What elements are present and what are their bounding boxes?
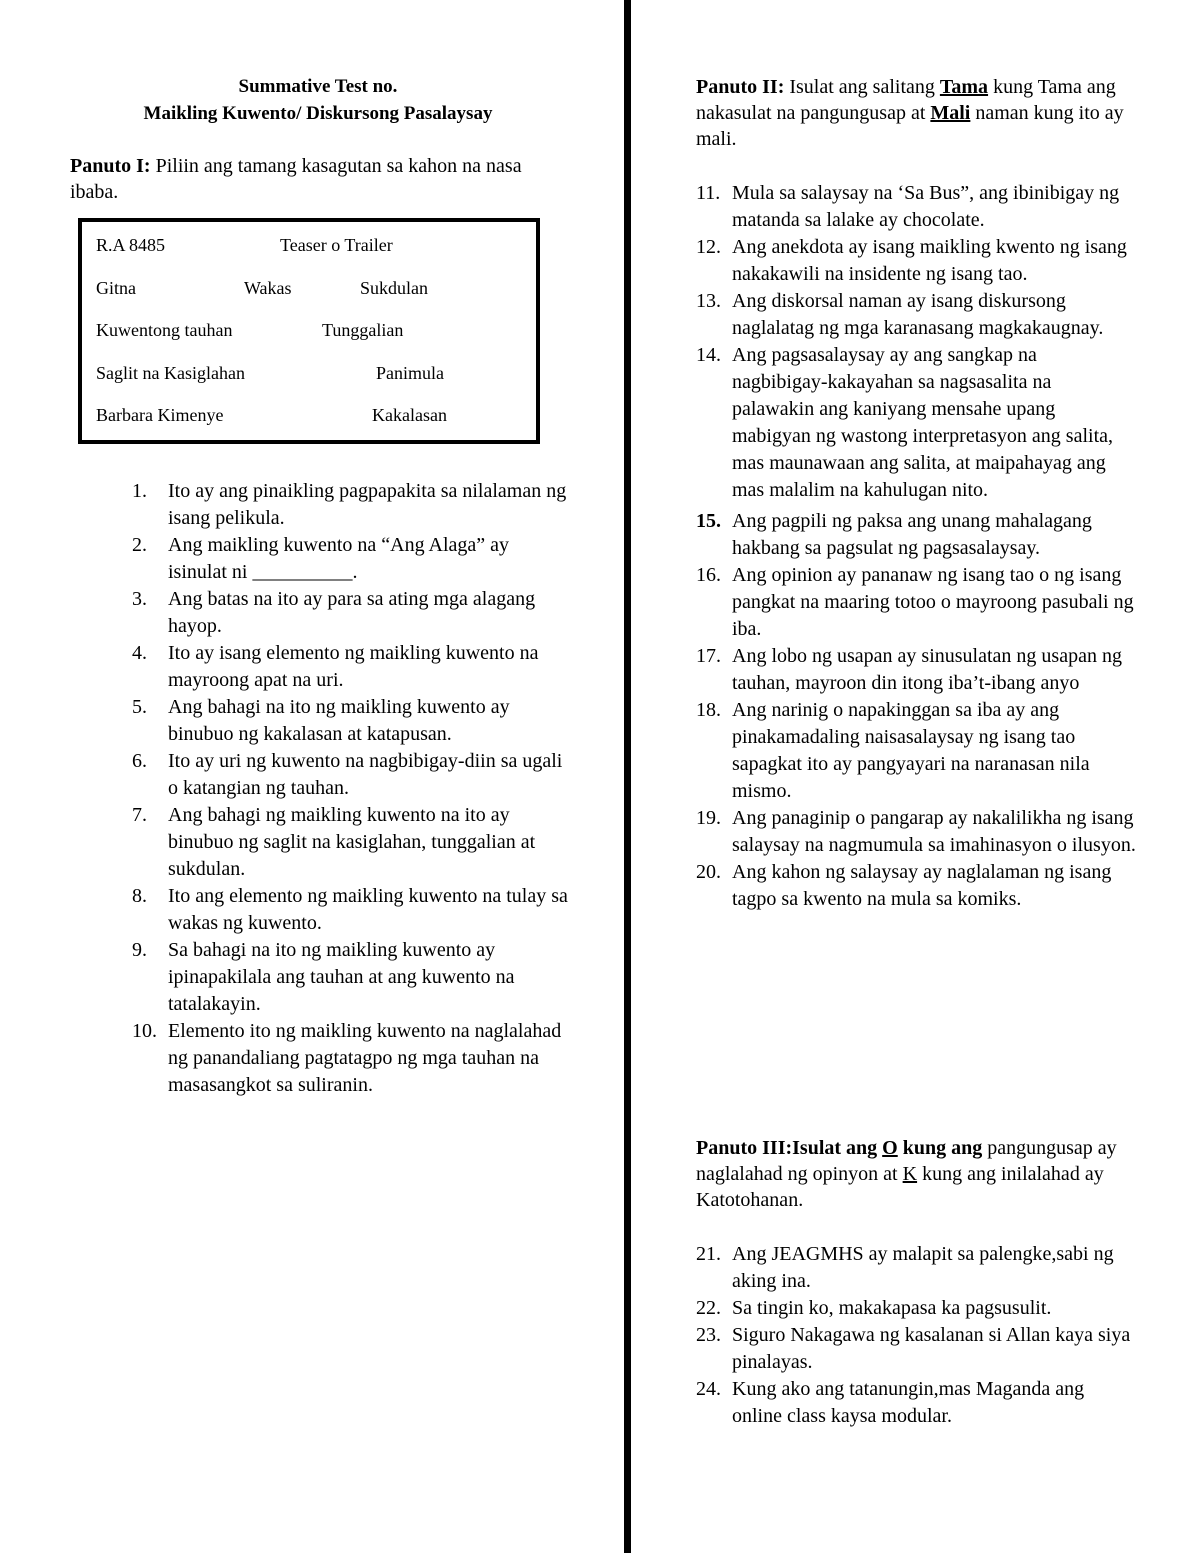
choice-item: Tunggalian: [322, 320, 404, 340]
item-number: 1.: [132, 480, 147, 502]
item-number: 2.: [132, 534, 147, 556]
panuto-2-tama: Tama: [939, 76, 989, 98]
panuto-2: [696, 74, 1136, 152]
panuto-3-text-4: kung ang inilalahad ay Katotohanan.: [696, 1163, 1104, 1211]
item-number: 12.: [696, 236, 721, 258]
title-line-2: Maikling Kuwento/ Diskursong Pasalaysay: [143, 103, 493, 124]
choices-box: [78, 218, 540, 444]
list-item: [132, 748, 572, 802]
list-item: [696, 1376, 1136, 1430]
item-text: Ang batas na ito ay para sa ating mga alagang hayop.: [168, 588, 536, 637]
list-item: [696, 508, 1136, 562]
item-number: 15.: [696, 510, 721, 532]
item-number: 11.: [696, 182, 721, 204]
item-text: Sa tingin ko, makakapasa ka pagsusulit.: [732, 1297, 1052, 1319]
item-text: Ang diskorsal naman ay isang diskursong naglalatag ng mga karanasang magkakaugnay.: [732, 290, 1104, 339]
item-text: Ang maikling kuwento na “Ang Alaga” ay isinulat ni __________.: [168, 534, 510, 583]
list-item: [696, 288, 1136, 342]
item-number: 5.: [132, 696, 147, 718]
choice-item: Teaser o Trailer: [280, 235, 393, 255]
part-1-questions: [132, 478, 572, 1099]
item-number: 7.: [132, 804, 147, 826]
choice-item: Kakalasan: [372, 405, 447, 425]
list-item: [696, 643, 1136, 697]
list-item: [696, 342, 1136, 504]
item-text: Ang bahagi na ito ng maikling kuwento ay binubuo ng kakalasan at katapusan.: [168, 696, 510, 745]
panuto-3-text-3: pangungusap ay naglalahad ng opinyon at: [696, 1137, 1117, 1185]
panuto-3-text-1: Isulat ang: [792, 1137, 878, 1159]
list-item: [696, 1322, 1136, 1376]
choice-item: Gitna: [96, 278, 136, 298]
choice-item: Barbara Kimenye: [96, 405, 224, 425]
item-text: Mula sa salaysay na ‘Sa Bus”, ang ibinibigay ng matanda sa lalake ay chocolate.: [732, 182, 1120, 231]
item-number: 13.: [696, 290, 721, 312]
item-text: Ang bahagi ng maikling kuwento na ito ay binubuo ng saglit na kasiglahan, tunggalian at sukdulan.: [168, 804, 536, 880]
item-text: Siguro Nakagawa ng kasalanan si Allan kaya siya pinalayas.: [732, 1324, 1131, 1373]
list-item: [132, 802, 572, 883]
item-number: 3.: [132, 588, 147, 610]
item-text: Ang panaginip o pangarap ay nakalilikha ng isang salaysay na nagmumula sa imahinasyon o ilusyon.: [732, 807, 1136, 856]
list-item: [132, 478, 572, 532]
column-divider: [624, 0, 631, 1553]
item-text: Ang JEAGMHS ay malapit sa palengke,sabi ng aking ina.: [732, 1243, 1114, 1292]
item-number: 24.: [696, 1378, 721, 1400]
title-line-1: Summative Test no.: [238, 76, 398, 97]
list-item: [132, 640, 572, 694]
choice-item: Sukdulan: [360, 278, 429, 298]
panuto-3-o: O: [882, 1137, 898, 1159]
list-item: [696, 697, 1136, 805]
panuto-3-text-2: kung ang: [902, 1137, 983, 1159]
panuto-1-label: Panuto I:: [70, 155, 151, 177]
panuto-2-text-3: naman kung ito ay mali.: [696, 102, 1124, 150]
item-text: Kung ako ang tatanungin,mas Maganda ang online class kaysa modular.: [732, 1378, 1085, 1427]
list-item: [132, 883, 572, 937]
choice-item: Wakas: [244, 278, 292, 298]
item-text: Elemento ito ng maikling kuwento na naglalahad ng panandaliang pagtatagpo ng mga tauhan na masasangkot sa suliranin.: [168, 1020, 562, 1096]
panuto-2-mali: Mali: [930, 102, 971, 124]
item-number: 19.: [696, 807, 721, 829]
item-text: Ang narinig o napakinggan sa iba ay ang pinakamadaling naisasalaysay ng isang tao sapagkat ito ay pangyayari na naranasan nila mismo.: [732, 699, 1090, 802]
item-text: Ang pagsasalaysay ay ang sangkap na nagbibigay-kakayahan sa nagsasalita na palawakin ang kaniyang mensahe upang mabigyan ng wastong interpretasyon ang salita, mas maunawaan ang salita, at maipahayag ang mas malalim na kahulugan nito.: [732, 344, 1114, 501]
item-text: Ang lobo ng usapan ay sinusulatan ng usapan ng tauhan, mayroon din itong iba’t-ibang anyo: [732, 645, 1122, 694]
item-number: 6.: [132, 750, 147, 772]
part-2-questions: [696, 180, 1136, 913]
item-number: 8.: [132, 885, 147, 907]
panuto-3: [696, 1135, 1136, 1213]
item-number: 9.: [132, 939, 147, 961]
item-number: 16.: [696, 564, 721, 586]
list-item: [696, 1295, 1136, 1322]
item-number: 4.: [132, 642, 147, 664]
panuto-3-label: Panuto III:: [696, 1137, 793, 1159]
list-item: [132, 532, 572, 586]
item-number: 21.: [696, 1243, 721, 1265]
item-text: Ito ang elemento ng maikling kuwento na tulay sa wakas ng kuwento.: [168, 885, 568, 934]
part-3-questions: [696, 1241, 1136, 1430]
item-text: Ito ay ang pinaikling pagpapakita sa nilalaman ng isang pelikula.: [168, 480, 567, 529]
list-item: [696, 180, 1136, 234]
item-text: Ang anekdota ay isang maikling kwento ng isang nakakawili na insidente ng isang tao.: [732, 236, 1127, 285]
item-number: 23.: [696, 1324, 721, 1346]
choice-item: Kuwentong tauhan: [96, 320, 233, 340]
panuto-2-text-2: kung Tama ang nakasulat na pangungusap at: [696, 76, 1116, 124]
panuto-1-text: Piliin ang tamang kasagutan sa kahon na nasa ibaba.: [70, 155, 522, 203]
list-item: [696, 859, 1136, 913]
item-number: 22.: [696, 1297, 721, 1319]
item-number: 17.: [696, 645, 721, 667]
panuto-2-label: Panuto II:: [696, 76, 785, 98]
item-number: 20.: [696, 861, 721, 883]
choice-item: R.A 8485: [96, 235, 166, 255]
list-item: [696, 562, 1136, 643]
list-item: [132, 1018, 572, 1099]
item-text: Ang opinion ay pananaw ng isang tao o ng isang pangkat na maaring totoo o mayroong pasubali ng iba.: [732, 564, 1134, 640]
item-text: Ito ay isang elemento ng maikling kuwento na mayroong apat na uri.: [168, 642, 539, 691]
panuto-2-text-1: Isulat ang salitang: [789, 76, 935, 98]
list-item: [696, 805, 1136, 859]
item-text: Ito ay uri ng kuwento na nagbibigay-diin sa ugali o katangian ng tauhan.: [168, 750, 563, 799]
list-item: [696, 1241, 1136, 1295]
page-title: [70, 73, 566, 127]
list-item: [132, 694, 572, 748]
item-number: 18.: [696, 699, 721, 721]
item-number: 10.: [132, 1020, 157, 1042]
list-item: [696, 234, 1136, 288]
item-number: 14.: [696, 344, 721, 366]
item-text: Ang pagpili ng paksa ang unang mahalagang hakbang sa pagsulat ng pagsasalaysay.: [732, 510, 1092, 559]
item-text: Ang kahon ng salaysay ay naglalaman ng isang tagpo sa kwento na mula sa komiks.: [732, 861, 1112, 910]
panuto-3-k: K: [902, 1163, 918, 1185]
choice-item: Saglit na Kasiglahan: [96, 363, 245, 383]
list-item: [132, 586, 572, 640]
choice-item: Panimula: [376, 363, 444, 383]
panuto-1: [70, 153, 570, 205]
list-item: [132, 937, 572, 1018]
item-text: Sa bahagi na ito ng maikling kuwento ay ipinapakilala ang tauhan at ang kuwento na tatalakayin.: [168, 939, 515, 1015]
